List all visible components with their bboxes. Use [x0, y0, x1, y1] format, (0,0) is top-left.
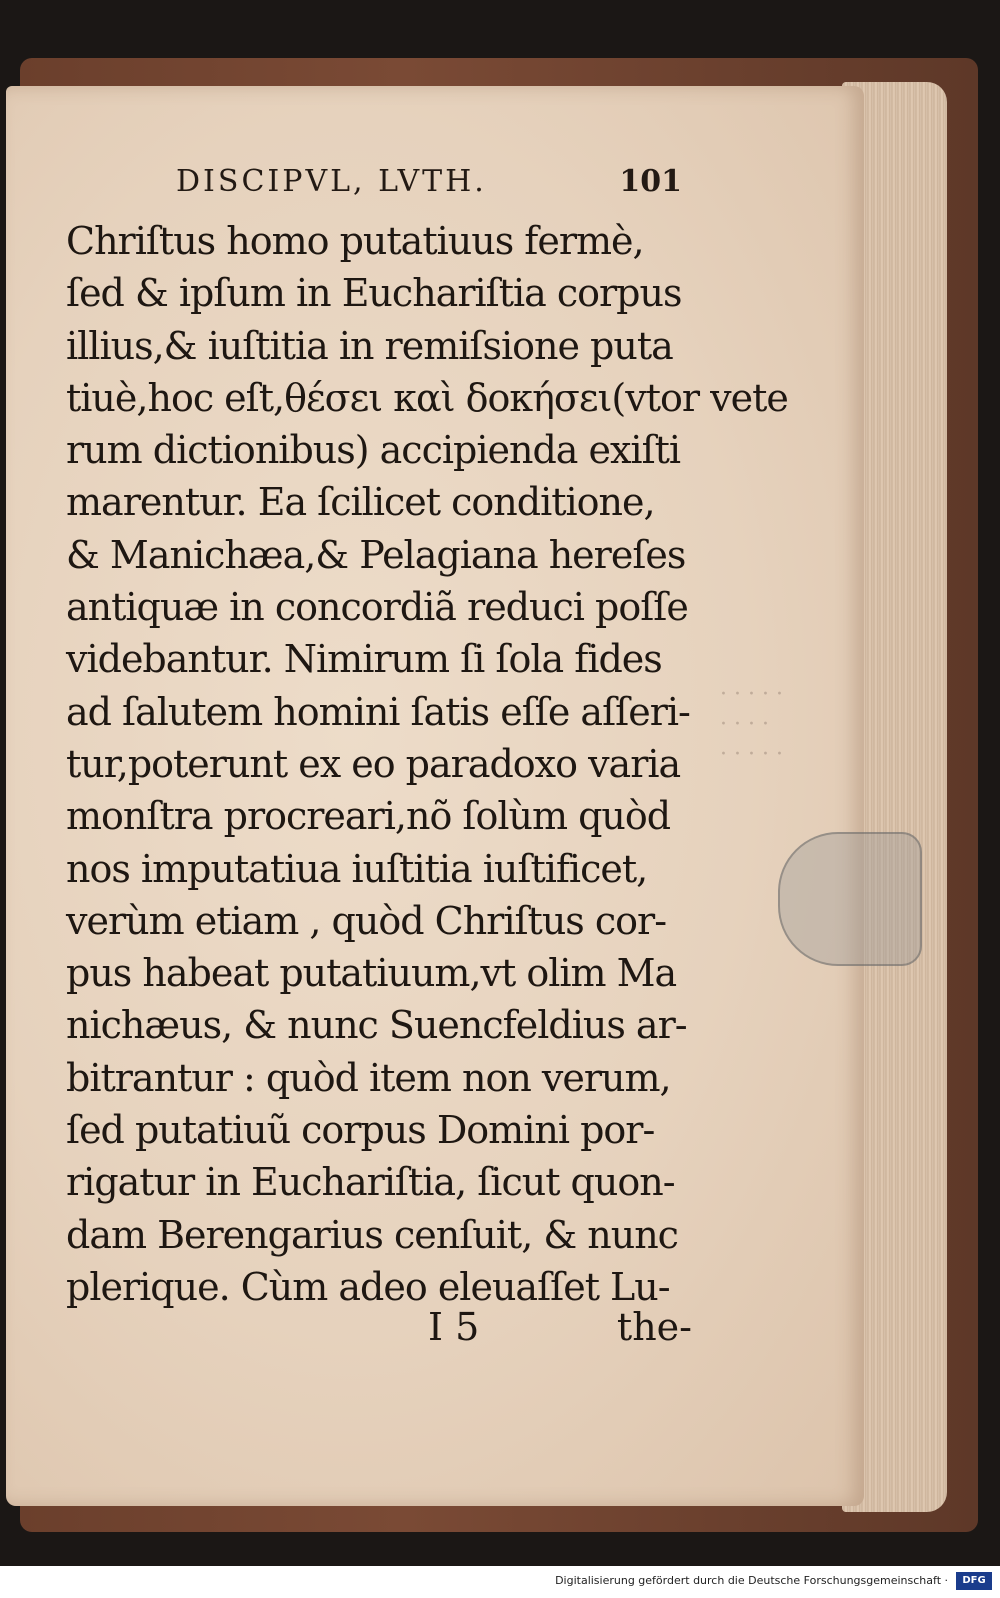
text-line: illius,& iuſtitia in remiſsione puta: [66, 323, 673, 368]
page-header: [176, 164, 696, 204]
text-line: nichæus, & nunc Suencfeldius ar-: [66, 1003, 687, 1048]
page-clip: [778, 832, 922, 966]
body-text: [66, 215, 788, 1313]
signature-mark: I 5: [428, 1305, 480, 1349]
credit-text: Digitalisierung gefördert durch die Deutsche Forschungsgemeinschaft ·: [555, 1574, 948, 1587]
text-line: rigatur in Euchariſtia, ſicut quon-: [66, 1160, 675, 1205]
dfg-logo: DFG: [956, 1572, 992, 1590]
text-line: ſed putatiuũ corpus Domini por-: [66, 1108, 655, 1153]
text-line: tur,poterunt ex eo paradoxo varia: [66, 741, 681, 786]
text-line: verùm etiam , quòd Chriſtus cor-: [66, 898, 667, 943]
show-through-text: · · · · · · · · · · · · · ·: [720, 682, 783, 767]
text-line: tiuè,hoc eſt,θέσει καὶ δοκήσει(vtor vete: [66, 375, 788, 420]
running-head: DISCIPVL, LVTH.: [176, 164, 487, 199]
text-line: marentur. Ea ſcilicet conditione,: [66, 480, 655, 525]
catchword: the-: [616, 1305, 692, 1349]
text-line: rum dictionibus) accipienda exiſti: [66, 428, 681, 473]
text-line: ſed & ipſum in Euchariſtia corpus: [66, 271, 682, 316]
text-line: monſtra procreari,nõ ſolùm quòd: [66, 794, 671, 839]
text-line: plerique. Cùm adeo eleuaſſet Lu-: [66, 1264, 670, 1309]
text-line: & Manichæa,& Pelagiana hereſes: [66, 532, 686, 577]
text-line: dam Berengarius cenſuit, & nunc: [66, 1212, 678, 1257]
text-line: pus habeat putatiuum,vt olim Ma: [66, 951, 677, 996]
text-line: nos imputatiua iuſtitia iuſtificet,: [66, 846, 648, 891]
text-line: Chriſtus homo putatiuus fermè,: [66, 219, 644, 263]
text-line: videbantur. Nimirum ſi ſola fides: [66, 637, 662, 682]
text-line: bitrantur : quòd item non verum,: [66, 1055, 671, 1100]
text-line: ad ſalutem homini ſatis eſſe aſſeri-: [66, 689, 690, 734]
page-footer: [66, 1305, 696, 1355]
text-line: antiquæ in concordiã reduci poſſe: [66, 585, 688, 630]
credit-bar: [0, 1566, 1000, 1598]
page-number: 101: [619, 164, 682, 199]
